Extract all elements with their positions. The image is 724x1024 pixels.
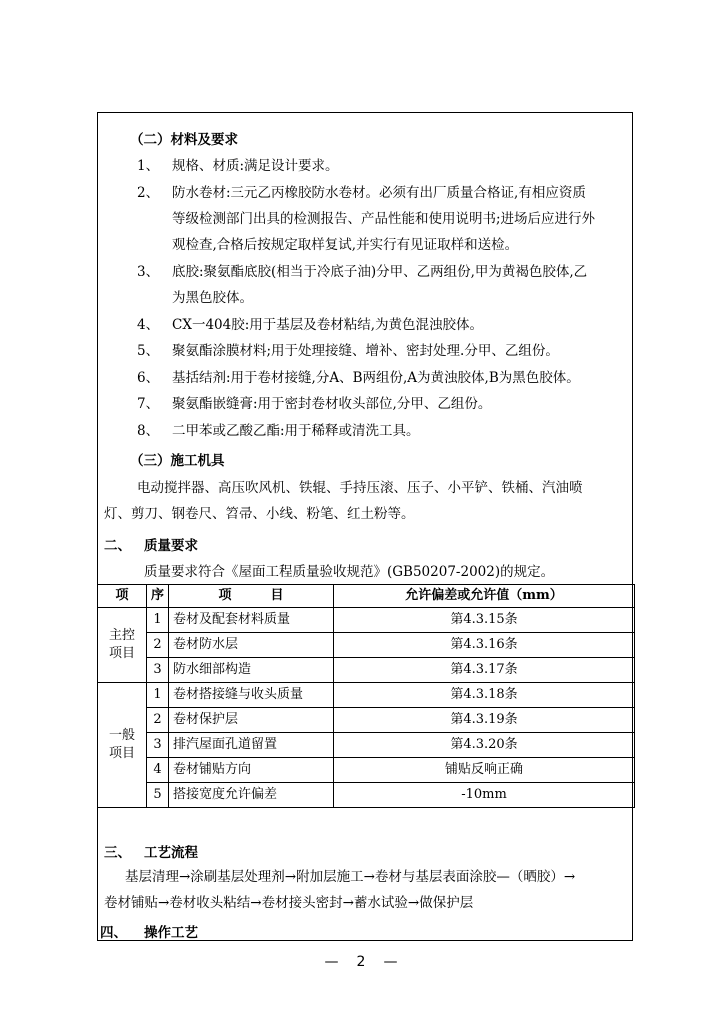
row-name: 卷材防水层 xyxy=(169,633,334,658)
process-line-1: 基层清理→涂刷基层处理剂→附加层施工→卷材与基层表面涂胶—（晒胶）→ xyxy=(125,869,576,885)
material-5-num: 5、 xyxy=(137,343,160,359)
process-heading: 工艺流程 xyxy=(144,845,198,861)
section-3-heading: （三）施工机具 xyxy=(130,453,225,469)
row-value: 铺贴反响正确 xyxy=(334,758,635,783)
process-num: 三、 xyxy=(104,845,131,861)
ops-heading: 操作工艺 xyxy=(144,925,198,941)
row-value: -10mm xyxy=(334,783,635,808)
row-value: 第4.3.15条 xyxy=(334,608,635,633)
row-name: 卷材及配套材料质量 xyxy=(169,608,334,633)
row-name: 卷材铺贴方向 xyxy=(169,758,334,783)
material-5-line-1: 聚氨酯涂膜材料;用于处理接缝、增补、密封处理.分甲、乙组份。 xyxy=(172,343,559,359)
ops-num: 四、 xyxy=(100,925,127,941)
quality-intro: 质量要求符合《屋面工程质量验收规范》(GB50207-2002)的规定。 xyxy=(144,564,555,580)
material-3-line-1: 底胶:聚氨酯底胶(相当于冷底子油)分甲、乙两组份,甲为黄褐色胶体,乙 xyxy=(172,264,588,280)
material-8-num: 8、 xyxy=(137,423,160,439)
table-row xyxy=(98,658,635,683)
quality-heading: 质量要求 xyxy=(144,538,198,554)
group-main-label-2: 项目 xyxy=(108,646,135,661)
group-main-label xyxy=(98,608,147,683)
row-name: 防水细部构造 xyxy=(169,658,334,683)
header-seq: 序 xyxy=(147,585,169,608)
row-seq: 5 xyxy=(147,783,169,808)
header-name: 项 目 xyxy=(169,585,334,608)
material-6-line-1: 基括结剂:用于卷材接缝,分A、B两组份,A为黄浊胶体,B为黑色胶体。 xyxy=(172,370,580,386)
table-row xyxy=(98,683,635,708)
material-1-num: 1、 xyxy=(137,158,160,174)
row-seq: 1 xyxy=(147,683,169,708)
table-row xyxy=(98,708,635,733)
material-7-num: 7、 xyxy=(137,396,160,412)
section-2-heading: （二）材料及要求 xyxy=(130,132,238,148)
table-header-row xyxy=(98,585,635,608)
material-2-line-3: 观检查,合格后按规定取样复试,并实行有见证取样和送检。 xyxy=(172,237,519,253)
table-row xyxy=(98,633,635,658)
row-value: 第4.3.20条 xyxy=(334,733,635,758)
table-row xyxy=(98,758,635,783)
quality-table xyxy=(97,584,635,808)
row-value: 第4.3.17条 xyxy=(334,658,635,683)
table-row xyxy=(98,608,635,633)
row-seq: 3 xyxy=(147,658,169,683)
material-3-line-2: 为黑色胶体。 xyxy=(172,290,253,306)
row-value: 第4.3.18条 xyxy=(334,683,635,708)
header-allow: 允许偏差或允许值（mm） xyxy=(334,585,635,608)
material-4-line-1: CX一404胶:用于基层及卷材粘结,为黄色混浊胶体。 xyxy=(172,317,484,333)
row-value: 第4.3.16条 xyxy=(334,633,635,658)
material-7-line-1: 聚氨酯嵌缝膏:用于密封卷材收头部位,分甲、乙组份。 xyxy=(172,396,492,412)
tools-line-1: 电动搅拌器、高压吹风机、铁辊、手持压滚、压子、小平铲、铁桶、汽油喷 xyxy=(137,480,583,496)
row-name: 搭接宽度允许偏差 xyxy=(169,783,334,808)
row-name: 卷材保护层 xyxy=(169,708,334,733)
row-seq: 1 xyxy=(147,608,169,633)
process-line-2: 卷材铺贴→卷材收头粘结→卷材接头密封→蓄水试验→做保护层 xyxy=(104,895,474,911)
row-value: 第4.3.19条 xyxy=(334,708,635,733)
row-seq: 3 xyxy=(147,733,169,758)
page-number: — 2 — xyxy=(324,954,400,970)
row-seq: 2 xyxy=(147,708,169,733)
material-2-num: 2、 xyxy=(137,185,160,201)
row-name: 卷材搭接缝与收头质量 xyxy=(169,683,334,708)
tools-line-2: 灯、剪刀、钢卷尺、笤帚、小线、粉笔、红土粉等。 xyxy=(104,506,415,522)
quality-num: 二、 xyxy=(104,538,131,554)
table-row xyxy=(98,733,635,758)
material-3-num: 3、 xyxy=(137,264,160,280)
row-seq: 2 xyxy=(147,633,169,658)
material-2-line-1: 防水卷材:三元乙丙橡胶防水卷材。必须有出厂质量合格证,有相应资质 xyxy=(172,185,586,201)
group-general-label-1: 一般 xyxy=(108,728,135,743)
material-8-line-1: 二甲苯或乙酸乙酯:用于稀释或清洗工具。 xyxy=(172,423,420,439)
material-1-line-1: 规格、材质:满足设计要求。 xyxy=(172,158,339,174)
table-row xyxy=(98,783,635,808)
header-item: 项 xyxy=(98,585,147,608)
row-seq: 4 xyxy=(147,758,169,783)
material-6-num: 6、 xyxy=(137,370,160,386)
row-name: 排汽屋面孔道留置 xyxy=(169,733,334,758)
group-main-label-1: 主控 xyxy=(108,628,135,643)
group-general-label-2: 项目 xyxy=(108,746,135,761)
material-2-line-2: 等级检测部门出具的检测报告、产品性能和使用说明书;进场后应进行外 xyxy=(172,211,596,227)
group-general-label xyxy=(98,683,147,808)
material-4-num: 4、 xyxy=(137,317,160,333)
